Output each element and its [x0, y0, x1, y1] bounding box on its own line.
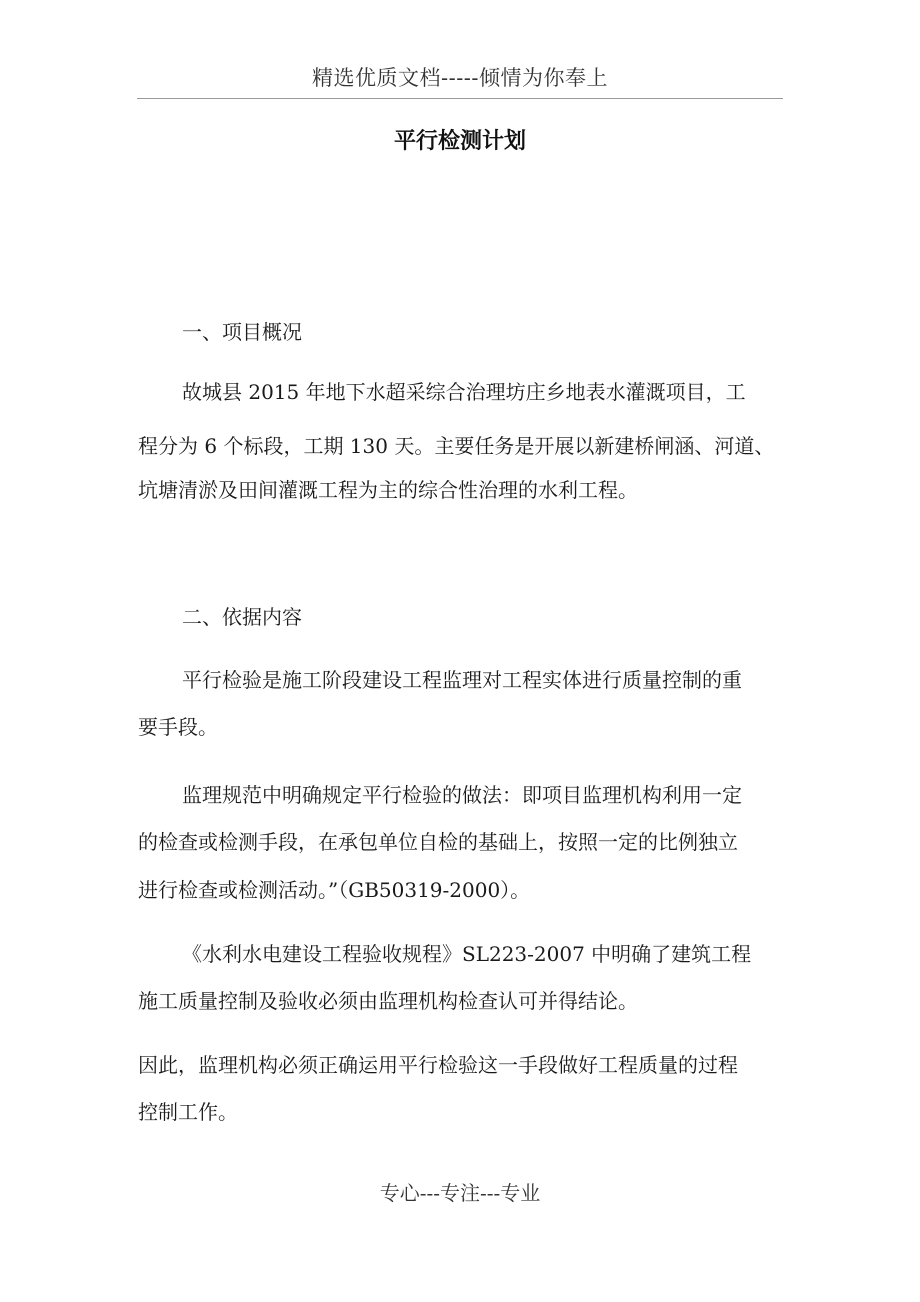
- basis-para4-line-1: 因此，监理机构必须正确运用平行检验这一手段做好工程质量的过程: [138, 1053, 738, 1077]
- basis-para4-line-2: 控制工作。: [138, 1100, 238, 1124]
- basis-para1-line-1: 平行检验是施工阶段建设工程监理对工程实体进行质量控制的重: [182, 668, 742, 692]
- basis-para2-line-2: 的检查或检测手段，在承包单位自检的基础上，按照一定的比例独立: [138, 830, 738, 854]
- document-title: 平行检测计划: [393, 128, 526, 154]
- basis-para1-line-2: 要手段。: [138, 715, 218, 739]
- basis-para2-line-1: 监理规范中明确规定平行检验的做法：即项目监理机构利用一定: [182, 783, 742, 807]
- section-heading-basis: 二、依据内容: [182, 605, 302, 629]
- overview-line-3: 坑塘清淤及田间灌溉工程为主的综合性治理的水利工程。: [138, 478, 638, 502]
- basis-para3-line-2: 施工质量控制及验收必须由监理机构检查认可并得结论。: [138, 989, 638, 1013]
- header-divider: [137, 98, 783, 99]
- overview-line-1: 故城县 2015 年地下水超采综合治理坊庄乡地表水灌溉项目，工: [182, 380, 746, 404]
- page-footer: 专心---专注---专业: [379, 1181, 541, 1205]
- page-header: 精选优质文档-----倾情为你奉上: [312, 66, 608, 90]
- section-heading-overview: 一、项目概况: [182, 320, 302, 344]
- basis-para2-line-3: 进行检查或检测活动。”（GB50319-2000）。: [138, 878, 531, 902]
- basis-para3-line-1: 《水利水电建设工程验收规程》SL223-2007 中明确了建筑工程: [182, 942, 752, 966]
- overview-line-2: 程分为 6 个标段，工期 130 天。主要任务是开展以新建桥闸涵、河道、: [138, 434, 775, 458]
